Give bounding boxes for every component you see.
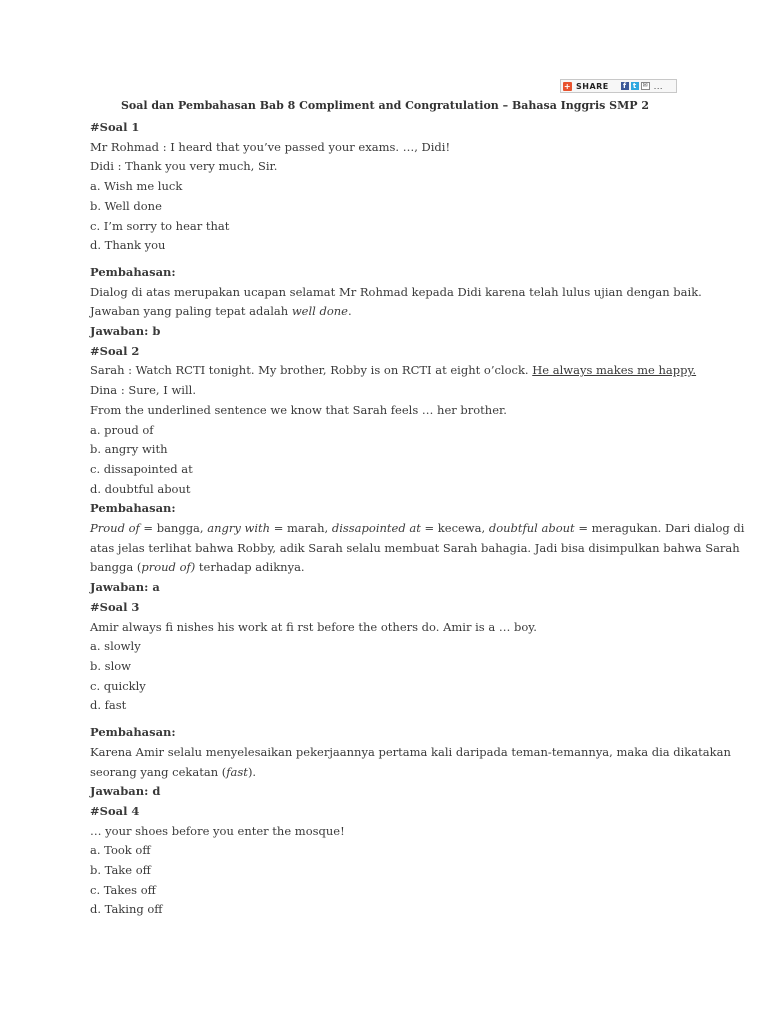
soal3-option-d: d. fast [90,698,127,713]
soal1-pembahasan-line1: Dialog di atas merupakan ucapan selamat Mr Rohmad kepada Didi karena telah lulus ujian dengan baik. [90,284,702,299]
soal3-question-line1: Amir always fi nishes his work at fi rst before the others do. Amir is a … boy. [90,619,537,634]
soal3-pembahasan-line2: seorang yang cekatan (fast). [90,764,257,779]
soal4-option-a: a. Took off [90,843,151,858]
soal2-heading: #Soal 2 [90,343,140,358]
share-label: SHARE [576,81,609,91]
soal1-option-c: c. I’m sorry to hear that [90,218,230,233]
email-icon[interactable]: ✉ [642,82,649,89]
soal4-option-d: d. Taking off [90,902,163,917]
soal2-pembahasan-line3: bangga (proud of) terhadap adiknya. [90,560,305,575]
soal2-option-b: b. angry with [90,442,168,457]
twitter-icon[interactable]: t [631,82,639,90]
plus-icon: + [563,81,572,91]
more-share-link[interactable]: ... [653,81,663,91]
soal2-pembahasan-label: Pembahasan: [90,501,176,516]
soal4-heading: #Soal 4 [90,803,140,818]
soal2-pembahasan-line1: Proud of = bangga, angry with = marah, dissapointed at = kecewa, doubtful about = meragukan. Dari dialog di [90,521,745,536]
soal1-heading: #Soal 1 [90,120,140,134]
soal2-option-c: c. dissapointed at [90,461,193,476]
soal3-option-b: b. slow [90,658,132,673]
document-body [90,97,745,920]
soal1-jawaban: Jawaban: b [90,324,161,339]
soal4-option-c: c. Takes off [90,882,156,897]
soal2-pembahasan-line2: atas jelas terlihat bahwa Robby, adik Sarah selalu membuat Sarah bahagia. Jadi bisa disimpulkan bahwa Sarah [90,540,740,555]
soal2-question-line3: From the underlined sentence we know that Sarah feels … her brother. [90,402,507,417]
soal2-option-a: a. proud of [90,422,154,437]
soal4-option-b: b. Take off [90,863,151,878]
soal2-option-d: d. doubtful about [90,481,191,496]
soal1-question-line1: Mr Rohmad : I heard that you’ve passed your exams. …, Didi! [90,139,451,154]
soal2-question-line1: Sarah : Watch RCTI tonight. My brother, Robby is on RCTI at eight o’clock. He always makes me happy. [90,363,697,378]
soal3-option-a: a. slowly [90,639,141,654]
soal2-question-line2: Dina : Sure, I will. [90,383,196,398]
soal3-option-c: c. quickly [90,678,146,693]
soal4-question-line1: … your shoes before you enter the mosque! [90,823,345,838]
soal3-pembahasan-label: Pembahasan: [90,725,176,740]
soal3-heading: #Soal 3 [90,599,140,614]
soal3-pembahasan-line1: Karena Amir selalu menyelesaikan pekerjaannya pertama kali daripada teman-temannya, maka dia dikatakan [90,744,731,759]
soal3-jawaban: Jawaban: d [90,784,161,799]
soal1-option-d: d. Thank you [90,238,166,253]
share-button[interactable] [560,79,677,93]
document-title: Soal dan Pembahasan Bab 8 Compliment and Congratulation – Bahasa Inggris SMP 2 [120,99,650,112]
soal1-option-a: a. Wish me luck [90,179,183,194]
soal1-pembahasan-label: Pembahasan: [90,264,176,279]
soal1-question-line2: Didi : Thank you very much, Sir. [90,159,278,174]
facebook-icon[interactable]: f [621,82,629,90]
soal2-jawaban: Jawaban: a [90,580,160,595]
soal1-option-b: b. Well done [90,198,162,213]
soal1-pembahasan-line2: Jawaban yang paling tepat adalah well done. [90,304,352,319]
